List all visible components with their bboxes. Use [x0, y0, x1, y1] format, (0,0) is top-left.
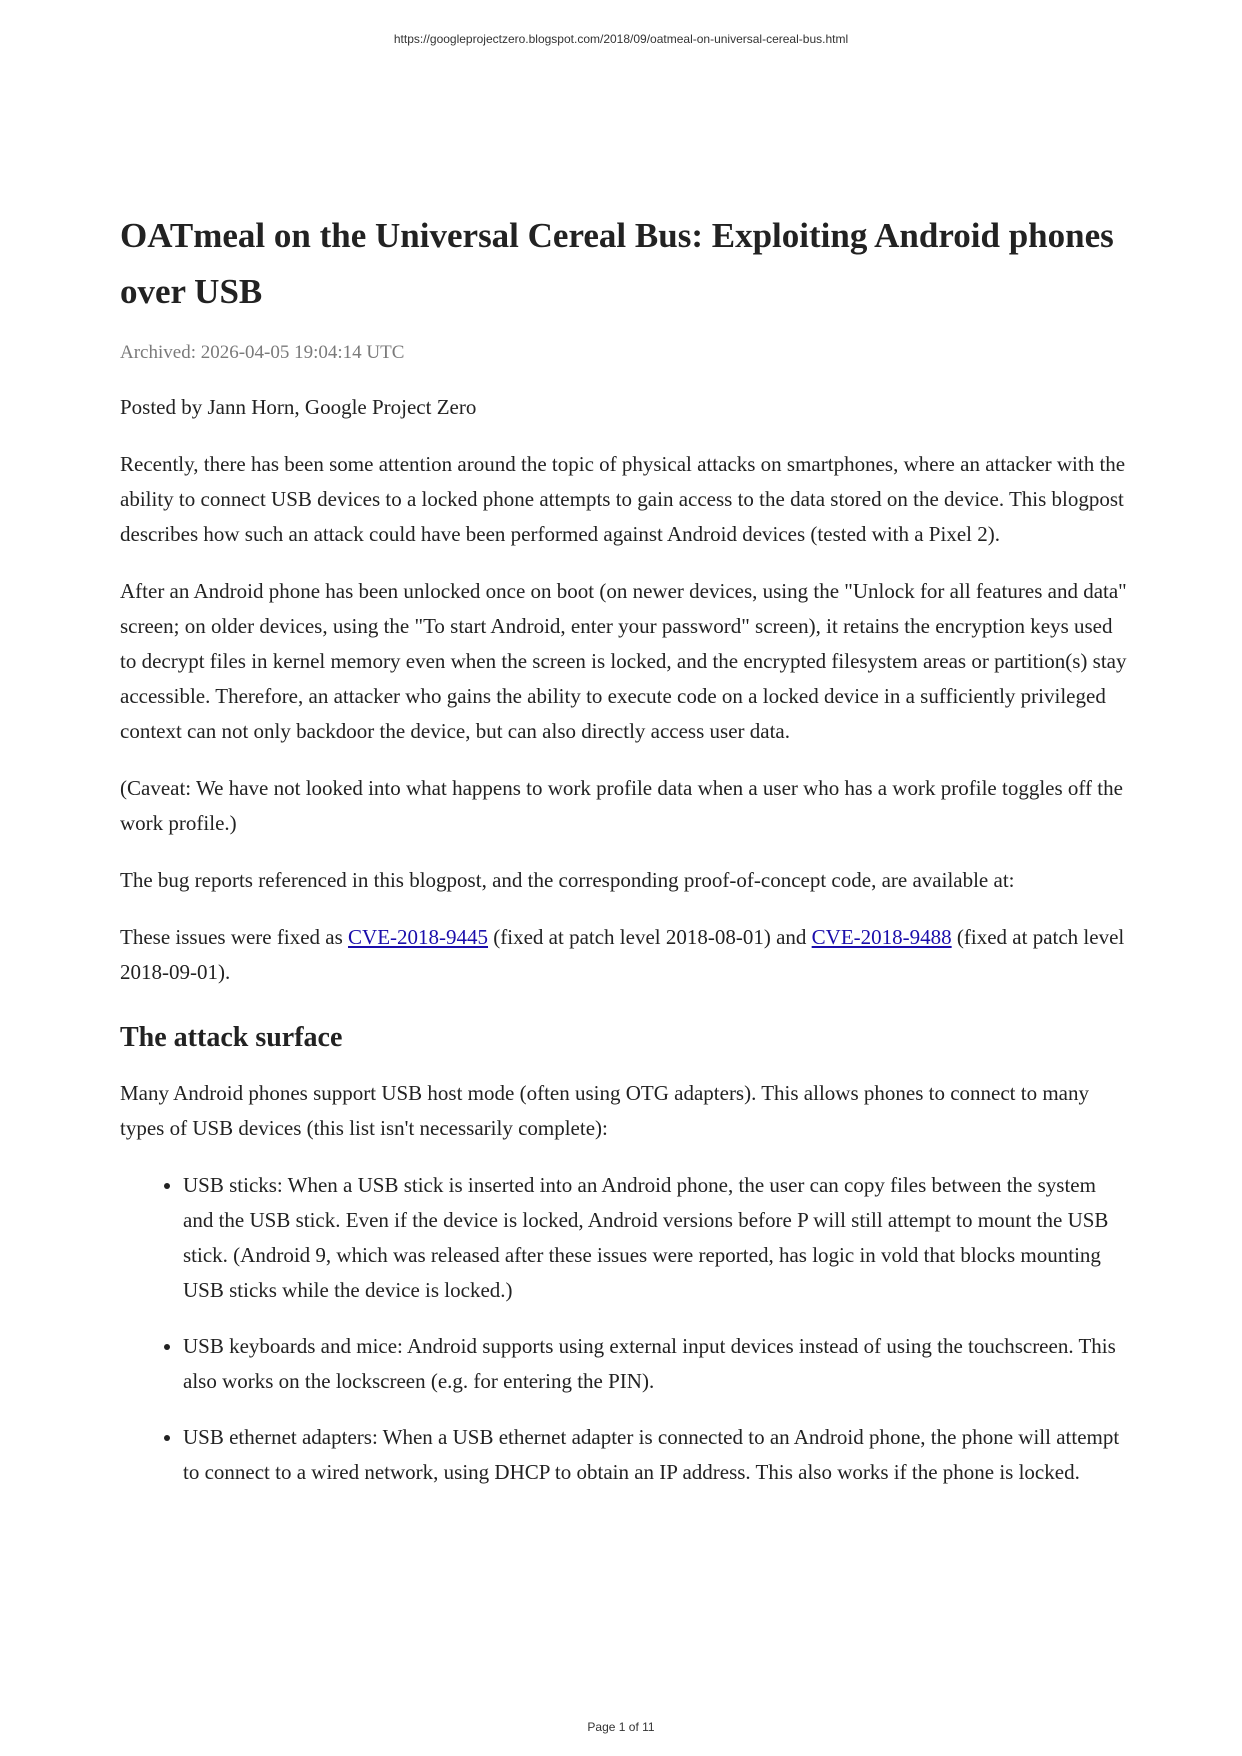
list-item-ethernet-adapters: • USB ethernet adapters: When a USB ethernet adapter is connected to an Android phone, the phone will attempt to connect to a wired network, using DHCP to obtain an IP address. This also works if the phone is locked.	[183, 1420, 1130, 1490]
archived-timestamp: Archived: 2026-04-05 19:04:14 UTC	[120, 342, 405, 363]
paragraph-bug-reports: The bug reports referenced in this blogpost, and the corresponding proof-of-concept code, are available at:	[120, 868, 1015, 892]
article	[120, 208, 1130, 1511]
paragraph-usb-host-mode: Many Android phones support USB host mode (often using OTG adapters). This allows phones to connect to many types of USB devices (this list isn't necessarily complete):	[120, 1081, 1089, 1140]
section-heading-attack-surface: The attack surface	[120, 1022, 343, 1053]
list-item-keyboards-mice: • USB keyboards and mice: Android supports using external input devices instead of using the touchscreen. This also works on the lockscreen (e.g. for entering the PIN).	[183, 1329, 1130, 1399]
cve-2018-9488-link[interactable]: CVE-2018-9488	[811, 925, 952, 949]
page-url: https://googleprojectzero.blogspot.com/2018/09/oatmeal-on-universal-cereal-bus.html	[393, 32, 849, 46]
byline: Posted by Jann Horn, Google Project Zero	[120, 395, 477, 419]
paragraph-encryption: After an Android phone has been unlocked once on boot (on newer devices, using the "Unlock for all features and data" screen; on older devices, using the "To start Android, enter your password" screen), it retains the encryption keys used to decrypt files in kernel memory even when the screen is locked, and the encrypted filesystem areas or partition(s) stay accessible. Therefore, an attacker who gains the ability to execute code on a locked device in a sufficiently privileged context can not only backdoor the device, but can also directly access user data.	[120, 579, 1127, 743]
fixes-text-middle: (fixed at patch level 2018-08-01) and	[488, 925, 812, 949]
paragraph-intro: Recently, there has been some attention around the topic of physical attacks on smartphones, where an attacker with the ability to connect USB devices to a locked phone attempts to gain access to the data stored on the device. This blogpost describes how such an attack could have been performed against Android devices (tested with a Pixel 2).	[120, 452, 1126, 546]
list-item-usb-sticks: • USB sticks: When a USB stick is inserted into an Android phone, the user can copy files between the system and the USB stick. Even if the device is locked, Android versions before P will still attempt to mount the USB stick. (Android 9, which was released after these issues were reported, has logic in vold that blocks mounting USB sticks while the device is locked.)	[183, 1168, 1130, 1308]
fixes-text-after: (fixed at patch level 2018-09-01).	[120, 925, 1125, 984]
paragraph-fixes	[120, 920, 1130, 990]
fixes-text-before: These issues were fixed as	[120, 925, 349, 949]
cve-2018-9445-link[interactable]: CVE-2018-9445	[348, 925, 489, 949]
paragraph-caveat: (Caveat: We have not looked into what happens to work profile data when a user who has a work profile toggles off the work profile.)	[120, 776, 1123, 835]
article-title: OATmeal on the Universal Cereal Bus: Exploiting Android phones over USB	[120, 216, 1114, 311]
page-number: Page 1 of 11	[587, 1720, 655, 1734]
usb-device-list	[120, 1168, 1130, 1490]
